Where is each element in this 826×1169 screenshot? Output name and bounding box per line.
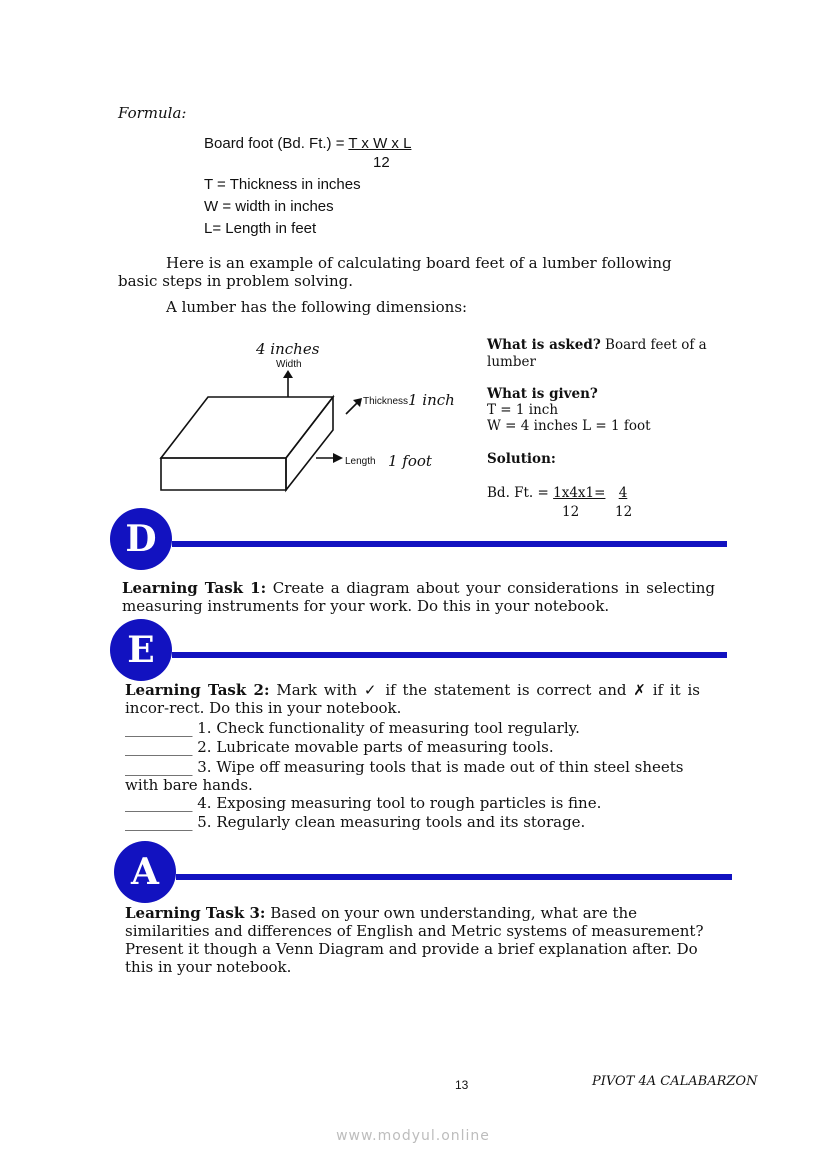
- section-a-rule: [176, 874, 732, 880]
- formula-equation: [204, 135, 411, 152]
- task-1-text: Create a diagram about your considerations in selecting measuring instruments for your work. Do this in your notebook.: [122, 579, 715, 615]
- formula-def-l: L= Length in feet: [204, 220, 317, 237]
- task-2-item-3-cont: with bare hands.: [125, 776, 253, 794]
- thickness-arrow: [346, 402, 358, 414]
- section-a-badge: A: [114, 841, 176, 903]
- answer-blank: _________: [125, 794, 193, 812]
- page-number: 13: [455, 1078, 469, 1092]
- bdft-numerator: 1x4x1=: [553, 485, 606, 501]
- formula-prefix: Board foot (Bd. Ft.) =: [204, 135, 349, 152]
- formula-label: Formula:: [118, 104, 187, 122]
- item-text: 3. Wipe off measuring tools that is made out of thin steel sheets: [192, 758, 684, 776]
- task-3-label: Learning Task 3:: [125, 904, 266, 922]
- thickness-value: 1 inch: [408, 391, 455, 409]
- intro-dimensions: A lumber has the following dimensions:: [166, 298, 468, 316]
- given-label: What is given?: [487, 386, 598, 402]
- learning-task-2: [125, 681, 700, 717]
- task-1-label: Learning Task 1:: [122, 579, 267, 597]
- bdft-result-numerator: 4: [618, 485, 628, 501]
- task-2-item-3: [125, 758, 684, 777]
- thickness-label: Thickness: [363, 396, 409, 407]
- section-d-badge: D: [110, 508, 172, 570]
- task-2-item-1: [125, 719, 580, 738]
- given-thickness: T = 1 inch: [487, 402, 559, 418]
- formula-def-t: T = Thickness in inches: [204, 176, 361, 193]
- task-3-text: Based on your own understanding, what are the similarities and differences of English and Metric systems of measurement? Present it though a Venn Diagram and provide a brief explanation after. Do this in your notebook.: [125, 904, 704, 976]
- length-label: Length: [345, 456, 376, 467]
- item-text: 2. Lubricate movable parts of measuring tools.: [192, 738, 554, 756]
- width-arrowhead: [283, 370, 293, 378]
- section-e-badge: E: [110, 619, 172, 681]
- answer-blank: _________: [125, 719, 193, 737]
- given-width-length: W = 4 inches L = 1 foot: [487, 418, 651, 434]
- task-2-item-4: [125, 794, 601, 813]
- task-2-text: Mark with ✓ if the statement is correct and ✗ if it is incor-rect. Do this in your notebook.: [125, 681, 701, 717]
- lumber-block: [161, 397, 333, 490]
- length-arrowhead: [333, 453, 343, 463]
- section-e-rule: [172, 652, 727, 658]
- answer-blank: _________: [125, 813, 193, 831]
- bdft-prefix: Bd. Ft. =: [487, 485, 554, 501]
- asked-label: What is asked?: [487, 337, 601, 353]
- asked-text: Board feet of a lumber: [487, 337, 707, 370]
- section-d-rule: [172, 541, 727, 547]
- bdft-denominator-2: 12: [615, 504, 633, 520]
- formula-denominator: 12: [373, 154, 390, 171]
- item-text: 5. Regularly clean measuring tools and its storage.: [192, 813, 586, 831]
- bdft-denominator-1: 12: [562, 504, 580, 520]
- item-text: 4. Exposing measuring tool to rough particles is fine.: [192, 794, 602, 812]
- formula-def-w: W = width in inches: [204, 198, 334, 215]
- solution-label: Solution:: [487, 451, 556, 467]
- task-2-item-2: [125, 738, 554, 757]
- width-label: Width: [276, 359, 302, 370]
- formula-numerator: T x W x L: [348, 135, 412, 152]
- what-is-asked: [487, 337, 712, 370]
- length-value: 1 foot: [388, 452, 432, 470]
- task-2-label: Learning Task 2:: [125, 681, 270, 699]
- answer-blank: _________: [125, 758, 193, 776]
- footer-brand: PIVOT 4A CALABARZON: [592, 1074, 758, 1089]
- site-watermark: www.modyul.online: [336, 1128, 490, 1144]
- learning-task-1: [122, 579, 715, 615]
- learning-task-3: [125, 904, 715, 976]
- item-text: 1. Check functionality of measuring tool regularly.: [192, 719, 580, 737]
- task-2-item-5: [125, 813, 585, 832]
- intro-paragraph: Here is an example of calculating board feet of a lumber following basic steps in problem solving.: [118, 254, 672, 290]
- width-value: 4 inches: [256, 340, 320, 358]
- bdft-equation: [487, 485, 605, 502]
- answer-blank: _________: [125, 738, 193, 756]
